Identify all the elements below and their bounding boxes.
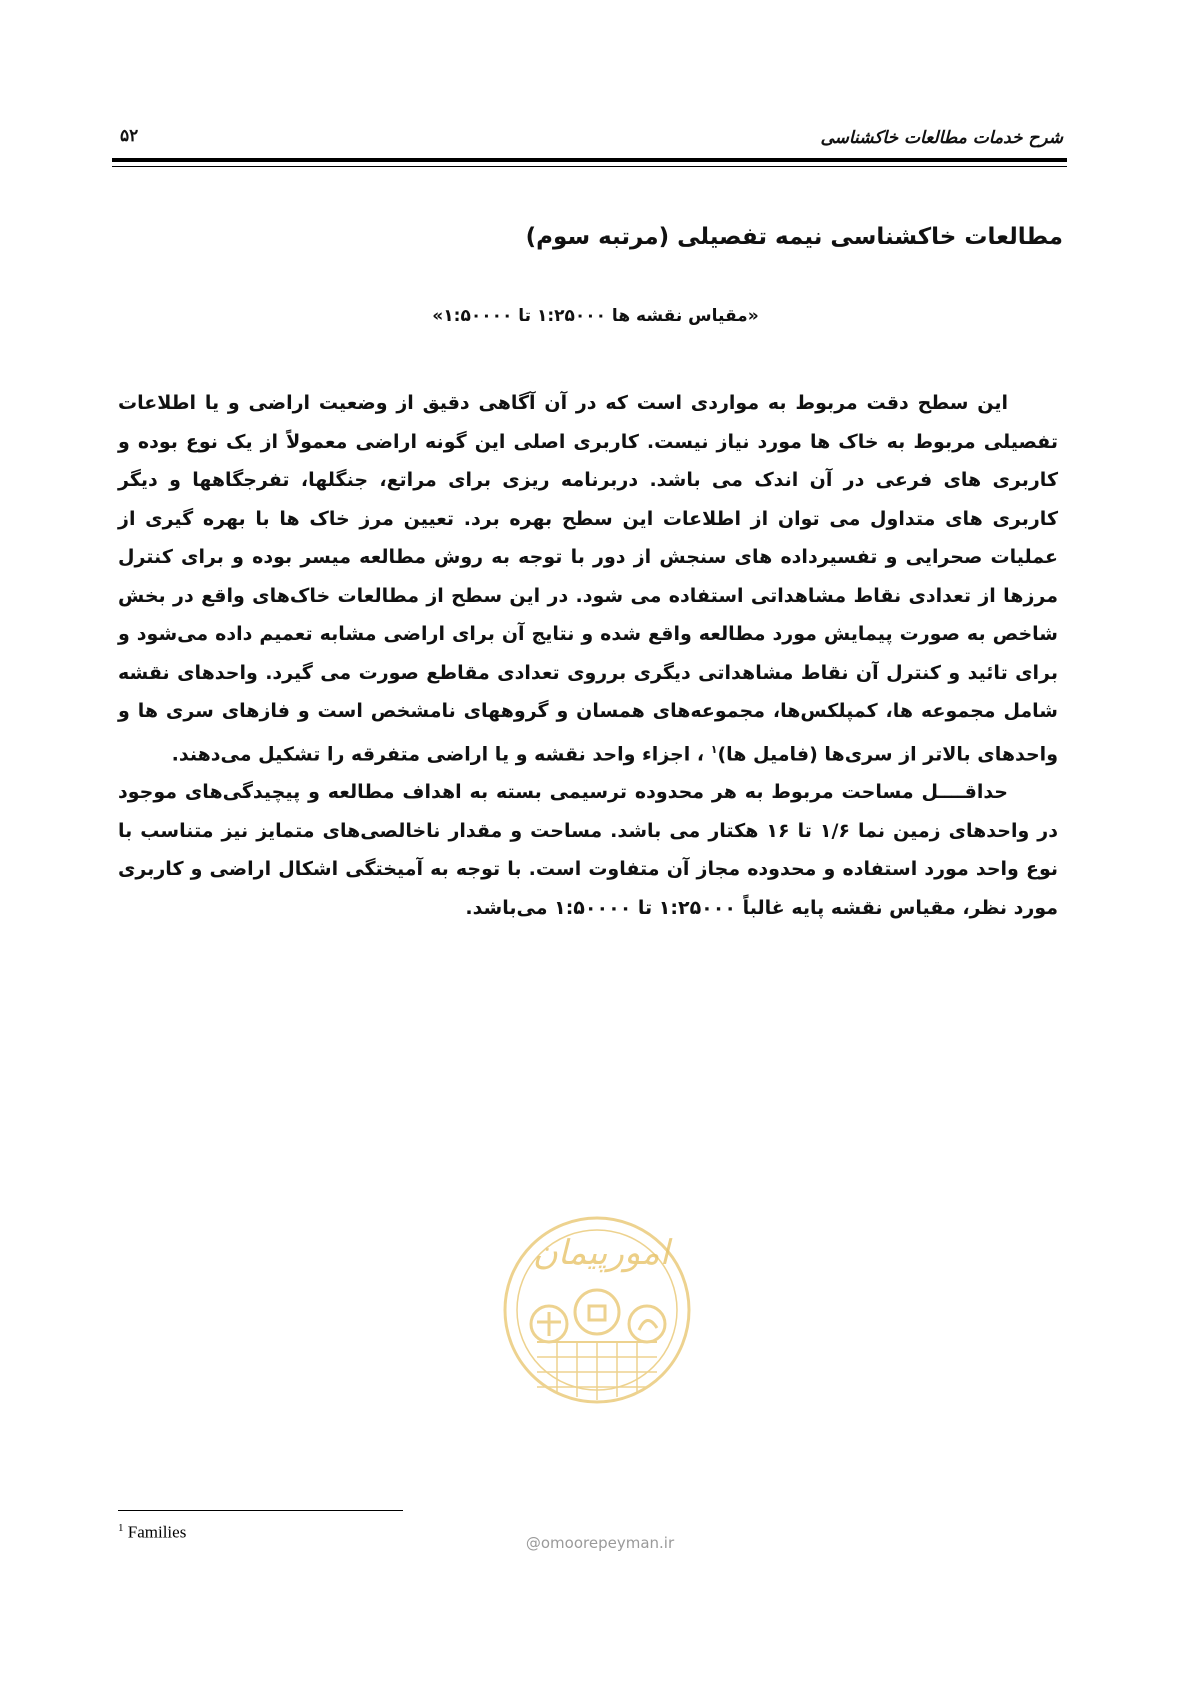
footnote (118, 1522, 186, 1543)
watermark-logo-text: امورپیمان (532, 1233, 670, 1273)
paragraph-1 (118, 384, 1058, 773)
watermark-url[interactable]: @omoorepeyman.ir (525, 1534, 675, 1552)
header-rule-thick (112, 158, 1067, 162)
paragraph-1-main: این سطح دقت مربوط به مواردی است که در آن آگاهی دقیق از وضعیت اراضی و یا اطلاعات تفصیلی مربوط به خاک ها مورد نیاز نیست. کاربری اصلی این گونه اراضی معمولاً از یک نوع بوده و کاربری های فرعی در آن اندک می باشد. دربرنامه ریزی برای مراتع، جنگلها، تفرجگاهها و دیگر کاربری های متداول می توان از اطلاعات این سطح بهره برد. تعیین مرز خاک ها با بهره گیری از عملیات صحرایی و تفسیرداده های سنجش از دور با توجه به روش مطالعه میسر بوده و برای کنترل مرزها از تعدادی نقاط مشاهداتی استفاده می شود. در این سطح از مطالعات خاک‌های واقع در بخش شاخص به صورت پیمایش مورد مطالعه واقع شده و نتایج آن برای اراضی مشابه تعمیم داده می‌شود و برای تائید و کنترل آن نقاط مشاهداتی دیگری برروی تعدادی مقاطع صورت می گیرد. واحدهای نقشه شامل مجموعه ها، کمپلکس‌ها، مجموعه‌های همسان و گروههای نامشخص است و فازهای سری ها و واحدهای بالاتر از سری‌ها (فامیل ها) (118, 392, 1058, 765)
running-header-title: شرح خدمات مطالعات خاکشناسی (820, 128, 1063, 148)
footnote-number: 1 (118, 1522, 124, 1534)
header-rule-thin (112, 166, 1067, 167)
footnote-reference[interactable]: ۱ (710, 742, 718, 756)
paragraph-1-end: ، اجزاء واحد نقشه و یا اراضی متفرقه را تشکیل می‌دهند. (171, 742, 711, 765)
section-title: مطالعات خاکشناسی نیمه تفصیلی (مرتبه سوم) (525, 224, 1063, 250)
body-text (118, 384, 1058, 927)
paragraph-2: حداقــــل مساحت مربوط به هر محدوده ترسیمی بسته به اهداف مطالعه و پیچیدگی‌های موجود در واحدهای زمین نما ۱/۶ تا ۱۶ هکتار می باشد. مساحت و مقدار ناخالصی‌های متمایز نیز متناسب با نوع واحد مورد استفاده و محدوده مجاز آن متفاوت است. با توجه به آمیختگی اشکال اراضی و کاربری مورد نظر، مقیاس نقشه پایه غالباً ۱:۲۵۰۰۰ تا ۱:۵۰۰۰۰ می‌باشد. (118, 781, 1058, 919)
footnote-text: Families (127, 1522, 187, 1542)
watermark-logo (497, 1192, 697, 1452)
footnote-rule (118, 1510, 403, 1511)
page-number: ۵۲ (120, 126, 139, 146)
watermark-seal-icon (497, 1192, 697, 1452)
section-subtitle: «مقیاس نقشه ها ۱:۲۵۰۰۰ تا ۱:۵۰۰۰۰» (432, 306, 759, 326)
